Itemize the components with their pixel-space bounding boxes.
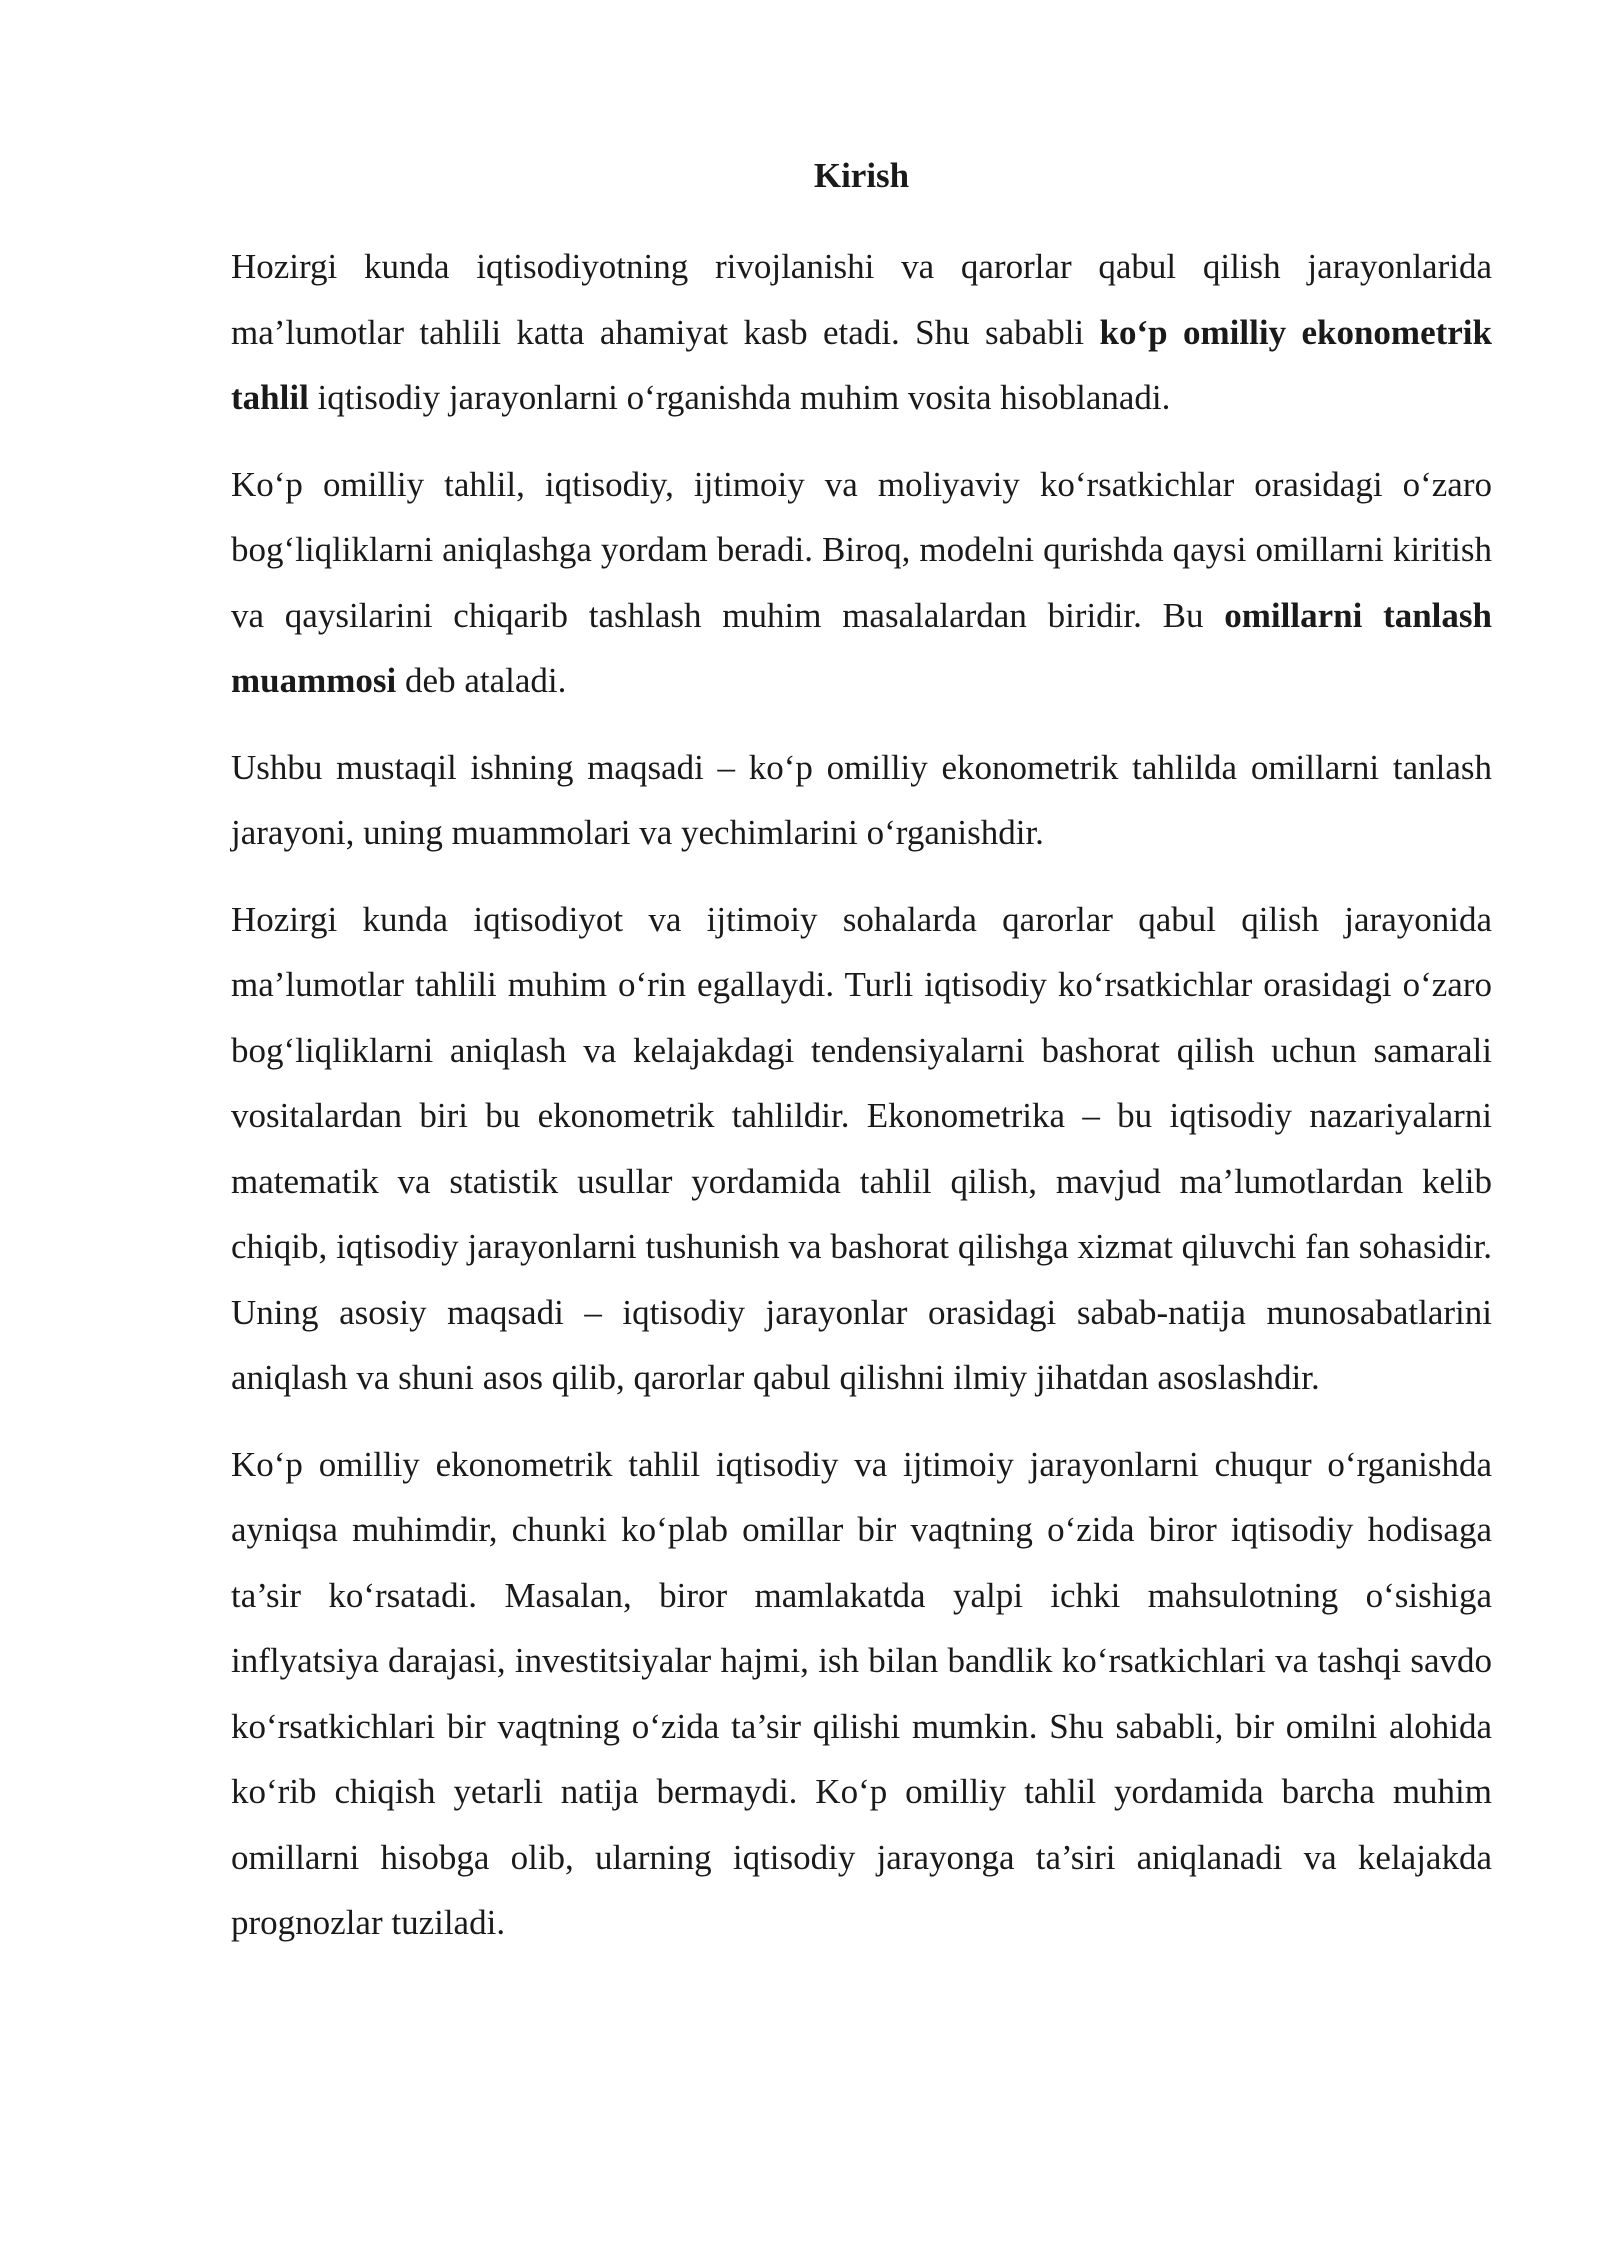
paragraph-text: Hozirgi kunda iqtisodiyot va ijtimoiy sohalarda qarorlar qabul qilish jarayonida ma’lumotlar tahlili muhim o‘rin egallaydi. Turli iqtisodiy ko‘rsatkichlar orasidagi o‘zaro bog‘liqliklarni aniqlash va kelajakdagi tendensiyalarni bashorat qilish uchun samarali vositalardan biri bu ekonometrik tahlildir. Ekonometrika – bu iqtisodiy nazariyalarni matematik va statistik usullar yordamida tahlil qilish, mavjud ma’lumotlardan kelib chiqib, iqtisodiy jarayonlarni tushunish va bashorat qilishga xizmat qiluvchi fan sohasidir. Uning asosiy maqsadi – iqtisodiy jarayonlar orasidagi sabab-natija munosabatlarini aniqlash va shuni asos qilib, qarorlar qabul qilishni ilmiy jihatdan asoslashdir. [231, 899, 1492, 1397]
paragraph-text: Hozirgi kunda iqtisodiyotning rivojlanishi va qarorlar qabul qilish jarayonlarida ma’lumotlar tahlili katta ahamiyat kasb etadi. Shu sababli [231, 247, 1492, 352]
paragraph-5 [231, 1432, 1492, 1956]
bold-term: ko‘p omilliy ekonometrik tahlil [231, 312, 1492, 417]
document-title: Kirish [813, 156, 910, 195]
bold-term: omillarni tanlash muammosi [231, 595, 1492, 700]
paragraph-text: deb ataladi. [396, 661, 567, 700]
paragraph-2 [231, 452, 1492, 714]
document-page [231, 148, 1492, 1977]
paragraph-text: iqtisodiy jarayonlarni o‘rganishda muhim vosita hisoblanadi. [308, 378, 1171, 417]
paragraph-text: Ushbu mustaqil ishning maqsadi – ko‘p omilliy ekonometrik tahlilda omillarni tanlash jarayoni, uning muammolari va yechimlarini o‘rganishdir. [231, 747, 1492, 852]
paragraph-text: Ko‘p omilliy ekonometrik tahlil iqtisodiy va ijtimoiy jarayonlarni chuqur o‘rganishda ayniqsa muhimdir, chunki ko‘plab omillar bir vaqtning o‘zida biror iqtisodiy hodisaga ta’sir ko‘rsatadi. Masalan, biror mamlakatda yalpi ichki mahsulotning o‘sishiga inflyatsiya darajasi, investitsiyalar hajmi, ish bilan bandlik ko‘rsatkichlari va tashqi savdo ko‘rsatkichlari bir vaqtning o‘zida ta’sir qilishi mumkin. Shu sababli, bir omilni alohida ko‘rib chiqish yetarli natija bermaydi. Ko‘p omilliy tahlil yordamida barcha muhim omillarni hisobga olib, ularning iqtisodiy jarayonga ta’siri aniqlanadi va kelajakda prognozlar tuziladi. [231, 1444, 1492, 1942]
paragraph-1 [231, 234, 1492, 431]
paragraph-3 [231, 735, 1492, 866]
paragraph-4 [231, 887, 1492, 1411]
paragraph-text: Ko‘p omilliy tahlil, iqtisodiy, ijtimoiy va moliyaviy ko‘rsatkichlar orasidagi o‘zaro bog‘liqliklarni aniqlashga yordam beradi. Biroq, modelni qurishda qaysi omillarni kiritish va qaysilarini chiqarib tashlash muhim masalalardan biridir. Bu [231, 464, 1492, 635]
